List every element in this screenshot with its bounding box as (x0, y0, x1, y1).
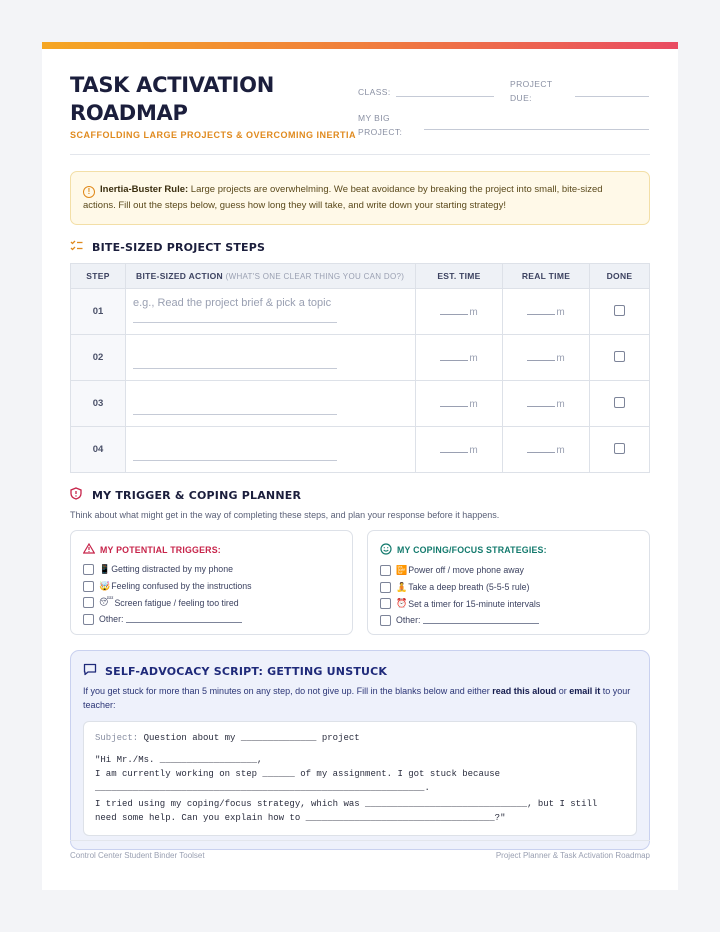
done-cell (590, 289, 650, 335)
worksheet-page (42, 42, 678, 890)
big-project-field[interactable] (424, 129, 649, 130)
strategies-card-title: MY COPING/FOCUS STRATEGIES: (397, 545, 547, 555)
est-time-field[interactable] (416, 289, 503, 335)
real-time-unit: m (556, 398, 565, 410)
script-intro-part-3: to your teacher: (83, 686, 631, 710)
trigger-label: Feeling confused by the instructions (111, 581, 252, 592)
action-field[interactable] (126, 335, 416, 381)
strategy-label: Take a deep breath (5-5-5 rule) (408, 582, 530, 593)
action-field[interactable] (126, 427, 416, 473)
trigger-other-field[interactable] (126, 615, 242, 623)
due-label-line-2: DUE: (510, 93, 532, 103)
letter-subject-text: Question about my ______________ project (138, 733, 360, 743)
trigger-other-label: Other: (99, 614, 124, 625)
done-checkbox[interactable] (614, 397, 625, 408)
big-project-label-line-1: MY BIG (358, 113, 391, 123)
chat-bubble-icon (83, 663, 99, 679)
action-field[interactable] (126, 381, 416, 427)
due-label-line-1: PROJECT (510, 79, 553, 89)
est-time-unit: m (469, 398, 478, 410)
footer (70, 840, 650, 860)
strategies-card-heading (380, 543, 637, 557)
est-time-field[interactable] (416, 335, 503, 381)
strategy-item (380, 595, 637, 612)
script-section-heading (83, 663, 637, 679)
header (70, 49, 650, 155)
table-row (71, 335, 650, 381)
steps-section-heading (70, 240, 650, 255)
strategy-label: Set a timer for 15-minute intervals (408, 598, 541, 609)
big-project-label-line-2: PROJECT: (358, 127, 403, 137)
info-icon: ! (83, 186, 95, 198)
strategy-emoji-icon: 📴 (396, 564, 408, 575)
action-line (133, 414, 337, 415)
table-row (71, 289, 650, 335)
col-action-label: BITE-SIZED ACTION (136, 271, 223, 281)
triggers-card-heading (83, 543, 340, 556)
footer-right: Project Planner & Task Activation Roadmap (495, 851, 650, 860)
due-field[interactable] (575, 96, 649, 97)
trigger-item (83, 578, 340, 595)
strategy-checkbox[interactable] (380, 598, 391, 609)
table-row (71, 427, 650, 473)
real-time-unit: m (556, 444, 565, 456)
trigger-label: Getting distracted by my phone (111, 564, 233, 575)
script-intro-read-aloud: read this aloud (492, 686, 557, 696)
est-time-field[interactable] (416, 381, 503, 427)
due-label (510, 77, 552, 105)
strategy-emoji-icon: ⏰ (396, 598, 408, 609)
trigger-item (83, 594, 340, 611)
action-line (133, 460, 337, 461)
est-time-unit: m (469, 352, 478, 364)
class-label: CLASS: (358, 87, 391, 97)
real-time-field[interactable] (503, 335, 590, 381)
col-est-time: EST. TIME (416, 264, 503, 289)
trigger-other-checkbox[interactable] (83, 614, 94, 625)
est-time-field[interactable] (416, 427, 503, 473)
page-subtitle: SCAFFOLDING LARGE PROJECTS & OVERCOMING INERTIA (70, 130, 357, 140)
strategies-card (367, 530, 650, 635)
letter-subject (95, 731, 625, 745)
triggers-card-title: MY POTENTIAL TRIGGERS: (100, 544, 221, 555)
step-number: 03 (71, 381, 126, 427)
letter-line-4: I tried using my coping/focus strategy, which was ______________________________, but I still (95, 799, 598, 809)
strategy-checkbox[interactable] (380, 582, 391, 593)
trigger-item (83, 561, 340, 578)
done-cell (590, 381, 650, 427)
real-time-field[interactable] (503, 289, 590, 335)
script-intro-email-it: email it (569, 686, 601, 696)
trigger-emoji-icon: 😴 (99, 597, 114, 608)
strategy-emoji-icon: 🧘 (396, 581, 408, 592)
strategy-label: Power off / move phone away (408, 565, 524, 576)
gradient-top-bar (42, 42, 678, 49)
strategy-other-checkbox[interactable] (380, 615, 391, 626)
shield-icon (70, 487, 86, 503)
step-number: 02 (71, 335, 126, 381)
strategy-item (380, 562, 637, 579)
trigger-section-description: Think about what might get in the way of completing these steps, and plan your response before it happens. (70, 510, 500, 520)
real-time-field[interactable] (503, 427, 590, 473)
est-time-unit: m (469, 306, 478, 318)
checklist-icon (70, 240, 86, 255)
step-number: 04 (71, 427, 126, 473)
letter-line-5: need some help. Can you explain how to ___________________________________?" (95, 813, 506, 823)
strategy-other-item (380, 612, 637, 629)
steps-section-title: BITE-SIZED PROJECT STEPS (92, 241, 266, 254)
page-title: TASK ACTIVATION ROADMAP (70, 73, 274, 125)
col-action-hint: (WHAT'S ONE CLEAR THING YOU CAN DO?) (225, 272, 405, 281)
letter-subject-label: Subject: (95, 733, 139, 743)
strategy-checkbox[interactable] (380, 565, 391, 576)
trigger-other-item (83, 611, 340, 628)
table-row (71, 381, 650, 427)
steps-table (70, 263, 650, 473)
done-cell (590, 335, 650, 381)
col-action (126, 264, 416, 289)
col-done: DONE (590, 264, 650, 289)
warning-icon (83, 543, 95, 556)
letter-line-3: _____________________________________________________________. (95, 783, 430, 793)
letter-line-1: "Hi Mr./Ms. __________________, (95, 755, 263, 765)
script-intro (83, 684, 637, 712)
letter-line-2: I am currently working on step ______ of my assignment. I got stuck because (95, 769, 501, 779)
class-field[interactable] (396, 96, 494, 97)
trigger-checkbox[interactable] (83, 581, 94, 592)
smile-icon (380, 543, 392, 557)
est-time-unit: m (469, 444, 478, 456)
col-real-time: REAL TIME (503, 264, 590, 289)
coping-cards (70, 530, 650, 635)
big-project-label (358, 111, 402, 139)
real-time-unit: m (556, 306, 565, 318)
trigger-section-title: MY TRIGGER & COPING PLANNER (92, 488, 302, 502)
triggers-card (70, 530, 353, 635)
real-time-field[interactable] (503, 381, 590, 427)
trigger-emoji-icon: 📱 (99, 563, 111, 574)
done-checkbox[interactable] (614, 305, 625, 316)
trigger-checkbox[interactable] (83, 597, 94, 608)
done-checkbox[interactable] (614, 443, 625, 454)
rule-label: Inertia-Buster Rule: (100, 184, 189, 195)
action-field[interactable] (126, 289, 416, 335)
footer-left: Control Center Student Binder Toolset (70, 851, 205, 860)
steps-table-header (71, 264, 650, 289)
strategy-other-field[interactable] (423, 616, 539, 624)
strategy-item (380, 579, 637, 596)
step-number: 01 (71, 289, 126, 335)
inertia-rule-callout (70, 171, 650, 225)
strategy-other-label: Other: (396, 615, 421, 626)
action-line (133, 368, 337, 369)
trigger-label: Screen fatigue / feeling too tired (114, 597, 239, 608)
done-cell (590, 427, 650, 473)
rule-text: Large projects are overwhelming. We beat avoidance by breaking the project into small, bite-sized actions. Fill out the steps below, guess how long they will take, and write down your starting strategy! (83, 184, 603, 211)
trigger-section-heading (70, 487, 650, 503)
trigger-emoji-icon: 🤯 (99, 580, 111, 591)
done-checkbox[interactable] (614, 351, 625, 362)
script-section-title: SELF-ADVOCACY SCRIPT: GETTING UNSTUCK (105, 664, 388, 678)
self-advocacy-script-box (70, 650, 650, 850)
script-intro-part-2: or (556, 686, 570, 696)
trigger-checkbox[interactable] (83, 564, 94, 575)
action-line (133, 322, 337, 323)
script-letter (83, 721, 637, 836)
col-step: STEP (71, 264, 126, 289)
action-placeholder: e.g., Read the project brief & pick a topic (133, 297, 332, 309)
script-intro-part-1: If you get stuck for more than 5 minutes on any step, do not give up. Fill in the blanks below and either (83, 686, 493, 696)
real-time-unit: m (556, 352, 565, 364)
